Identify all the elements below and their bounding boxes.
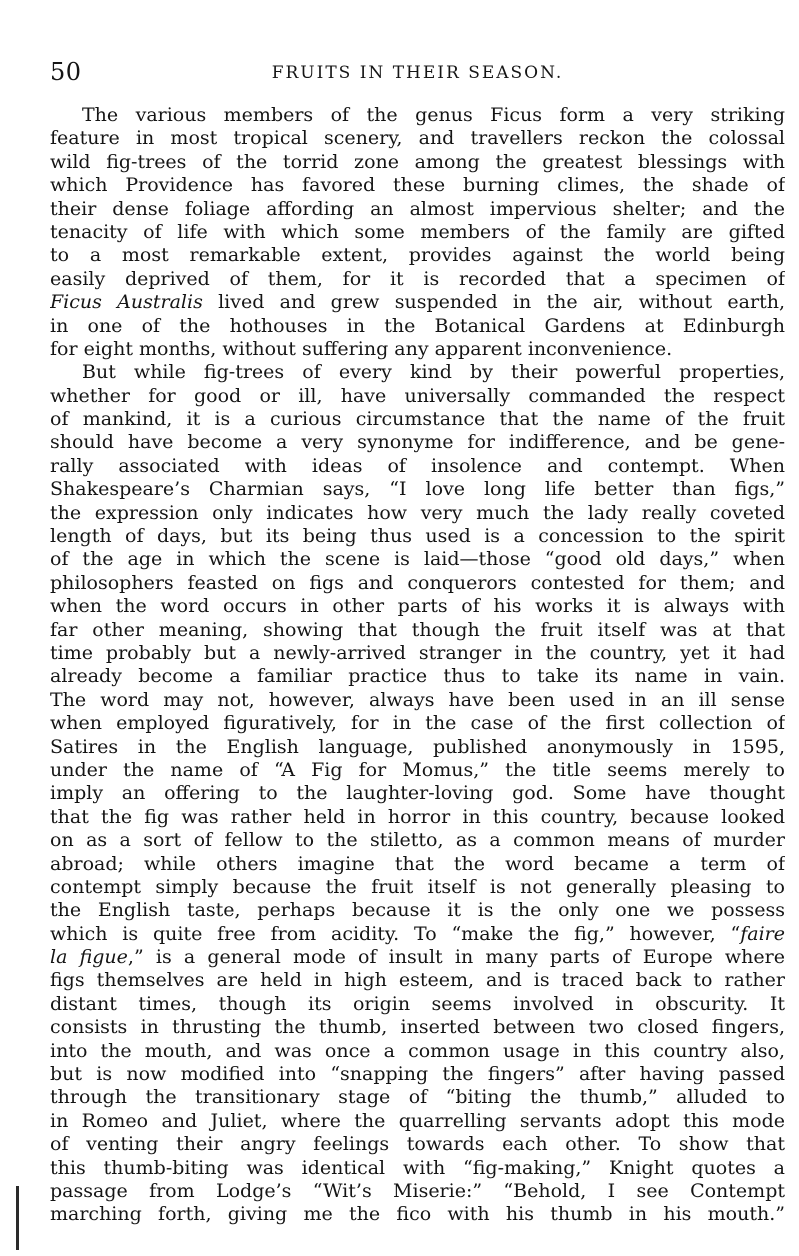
line-text: consists in thrusting the thumb, inserted between two closed fingers,	[50, 1016, 785, 1039]
text-line	[50, 315, 785, 338]
line-text: of mankind, it is a curious circumstance that the name of the fruit	[50, 408, 785, 431]
italic-phrase: faire	[740, 922, 785, 945]
line-text: the English taste, perhaps because it is the only one we possess	[50, 899, 785, 922]
page-number: 50	[50, 58, 82, 86]
line-text: But while fig-trees of every kind by their powerful properties,	[82, 361, 785, 384]
text-line	[50, 198, 785, 221]
text-line	[50, 853, 785, 876]
line-text: this thumb-biting was identical with “fig-making,” Knight quotes a	[50, 1156, 785, 1179]
line-text: that the fig was rather held in horror in this country, because looked	[50, 805, 785, 828]
text-line	[50, 759, 785, 782]
text-line	[50, 619, 785, 642]
line-text: in Romeo and Juliet, where the quarrelling servants adopt this mode	[50, 1109, 785, 1132]
text-line	[50, 829, 785, 852]
text-line	[50, 244, 785, 267]
italic-phrase: la figue	[50, 946, 128, 969]
line-text: passage from Lodge’s “Wit’s Miserie:” “Behold, I see Contempt	[50, 1179, 785, 1202]
text-line	[50, 736, 785, 759]
line-text: figs themselves are held in high esteem, and is traced back to rather	[50, 969, 785, 992]
line-text: whether for good or ill, have universally commanded the respect	[50, 384, 785, 407]
line-text: The word may not, however, always have been used in an ill sense	[50, 688, 785, 711]
text-line	[50, 899, 785, 922]
text-line	[50, 104, 785, 127]
text-line	[50, 174, 785, 197]
line-text: for eight months, without suffering any apparent inconvenience.	[50, 337, 673, 360]
line-text: far other meaning, showing that though the fruit itself was at that	[50, 618, 785, 641]
line-text: through the transitionary stage of “biting the thumb,” alluded to	[50, 1086, 785, 1109]
line-text: length of days, but its being thus used is a concession to the spirit	[50, 525, 785, 548]
text-line	[50, 338, 785, 361]
line-text: wild fig-trees of the torrid zone among the greatest blessings with	[50, 150, 785, 173]
page-header	[50, 58, 785, 88]
line-text: under the name of “A Fig for Momus,” the title seems merely to	[50, 758, 785, 781]
line-text: their dense foliage affording an almost impervious shelter; and the	[50, 197, 785, 220]
text-line	[50, 1157, 785, 1180]
line-text: to a most remarkable extent, provides against the world being	[50, 244, 785, 267]
text-line	[50, 712, 785, 735]
running-title: FRUITS IN THEIR SEASON.	[271, 63, 564, 83]
text-line	[50, 993, 785, 1016]
text-line	[50, 1063, 785, 1086]
line-text: tenacity of life with which some members of the family are gifted	[50, 220, 785, 243]
line-text: but is now modified into “snapping the fingers” after having passed	[50, 1063, 785, 1086]
line-text: imply an offering to the laughter-loving god. Some have thought	[50, 782, 785, 805]
line-text: feature in most tropical scenery, and travellers reckon the colossal	[50, 127, 785, 150]
line-text: Satires in the English language, published anonymously in 1595,	[50, 735, 785, 758]
line-text: Shakespeare’s Charmian says, “I love long life better than figs,”	[50, 478, 785, 501]
line-text: The various members of the genus Ficus form a very striking	[82, 104, 785, 126]
text-line	[50, 291, 785, 314]
text-line	[50, 876, 785, 899]
text-line	[50, 455, 785, 478]
line-text: time probably but a newly-arrived stranger in the country, yet it had	[50, 641, 785, 664]
text-line	[50, 806, 785, 829]
text-line	[50, 151, 785, 174]
text-line	[50, 1086, 785, 1109]
line-text: into the mouth, and was once a common usage in this country also,	[50, 1039, 785, 1062]
line-text: of the age in which the scene is laid—those “good old days,” when	[50, 548, 785, 571]
line-text: abroad; while others imagine that the word became a term of	[50, 852, 785, 875]
text-line	[50, 642, 785, 665]
text-line	[50, 1203, 785, 1226]
text-line	[50, 221, 785, 244]
text-line	[50, 268, 785, 291]
text-line	[50, 923, 785, 946]
text-line	[50, 689, 785, 712]
text-line	[50, 478, 785, 501]
line-text: which is quite free from acidity. To “make the fig,” however, “	[50, 922, 741, 945]
line-text: rally associated with ideas of insolence and contempt. When	[50, 454, 785, 477]
text-line	[50, 431, 785, 454]
text-line	[50, 1180, 785, 1203]
text-line	[50, 1040, 785, 1063]
line-text: already become a familiar practice thus to take its name in vain.	[50, 665, 785, 688]
italic-phrase: Ficus Australis	[50, 291, 203, 314]
text-line	[50, 525, 785, 548]
text-line	[50, 502, 785, 525]
line-text: when the word occurs in other parts of his works it is always with	[50, 595, 785, 618]
line-text: ,” is a general mode of insult in many parts of Europe where	[127, 946, 785, 969]
line-text: distant times, though its origin seems involved in obscurity. It	[50, 992, 785, 1015]
body-text	[50, 104, 785, 1227]
text-line	[50, 782, 785, 805]
line-text: when employed figuratively, for in the case of the first collection of	[50, 712, 785, 735]
text-line	[50, 572, 785, 595]
line-text: should have become a very synonyme for indifference, and be gene-	[50, 431, 785, 454]
text-line	[50, 946, 785, 969]
line-text: lived and grew suspended in the air, without earth,	[202, 291, 785, 314]
line-text: the expression only indicates how very much the lady really coveted	[50, 501, 785, 524]
line-text: of venting their angry feelings towards each other. To show that	[50, 1133, 785, 1156]
line-text: philosophers feasted on figs and conquerors contested for them; and	[50, 571, 785, 594]
text-line	[50, 1133, 785, 1156]
text-line	[50, 127, 785, 150]
text-line	[50, 1016, 785, 1039]
text-line	[50, 385, 785, 408]
line-text: easily deprived of them, for it is recorded that a specimen of	[50, 267, 785, 290]
line-text: in one of the hothouses in the Botanical Gardens at Edinburgh	[50, 314, 785, 337]
text-line	[50, 1110, 785, 1133]
text-line	[50, 548, 785, 571]
text-line	[50, 969, 785, 992]
line-text: which Providence has favored these burning climes, the shade of	[50, 174, 785, 197]
text-line	[50, 361, 785, 384]
line-text: marching forth, giving me the fico with his thumb in his mouth.”	[50, 1203, 785, 1226]
text-line	[50, 595, 785, 618]
page-edge-rule	[16, 1186, 19, 1250]
text-line	[50, 408, 785, 431]
line-text: contempt simply because the fruit itself is not generally pleasing to	[50, 875, 785, 898]
line-text: on as a sort of fellow to the stiletto, as a common means of murder	[50, 829, 785, 852]
text-line	[50, 665, 785, 688]
